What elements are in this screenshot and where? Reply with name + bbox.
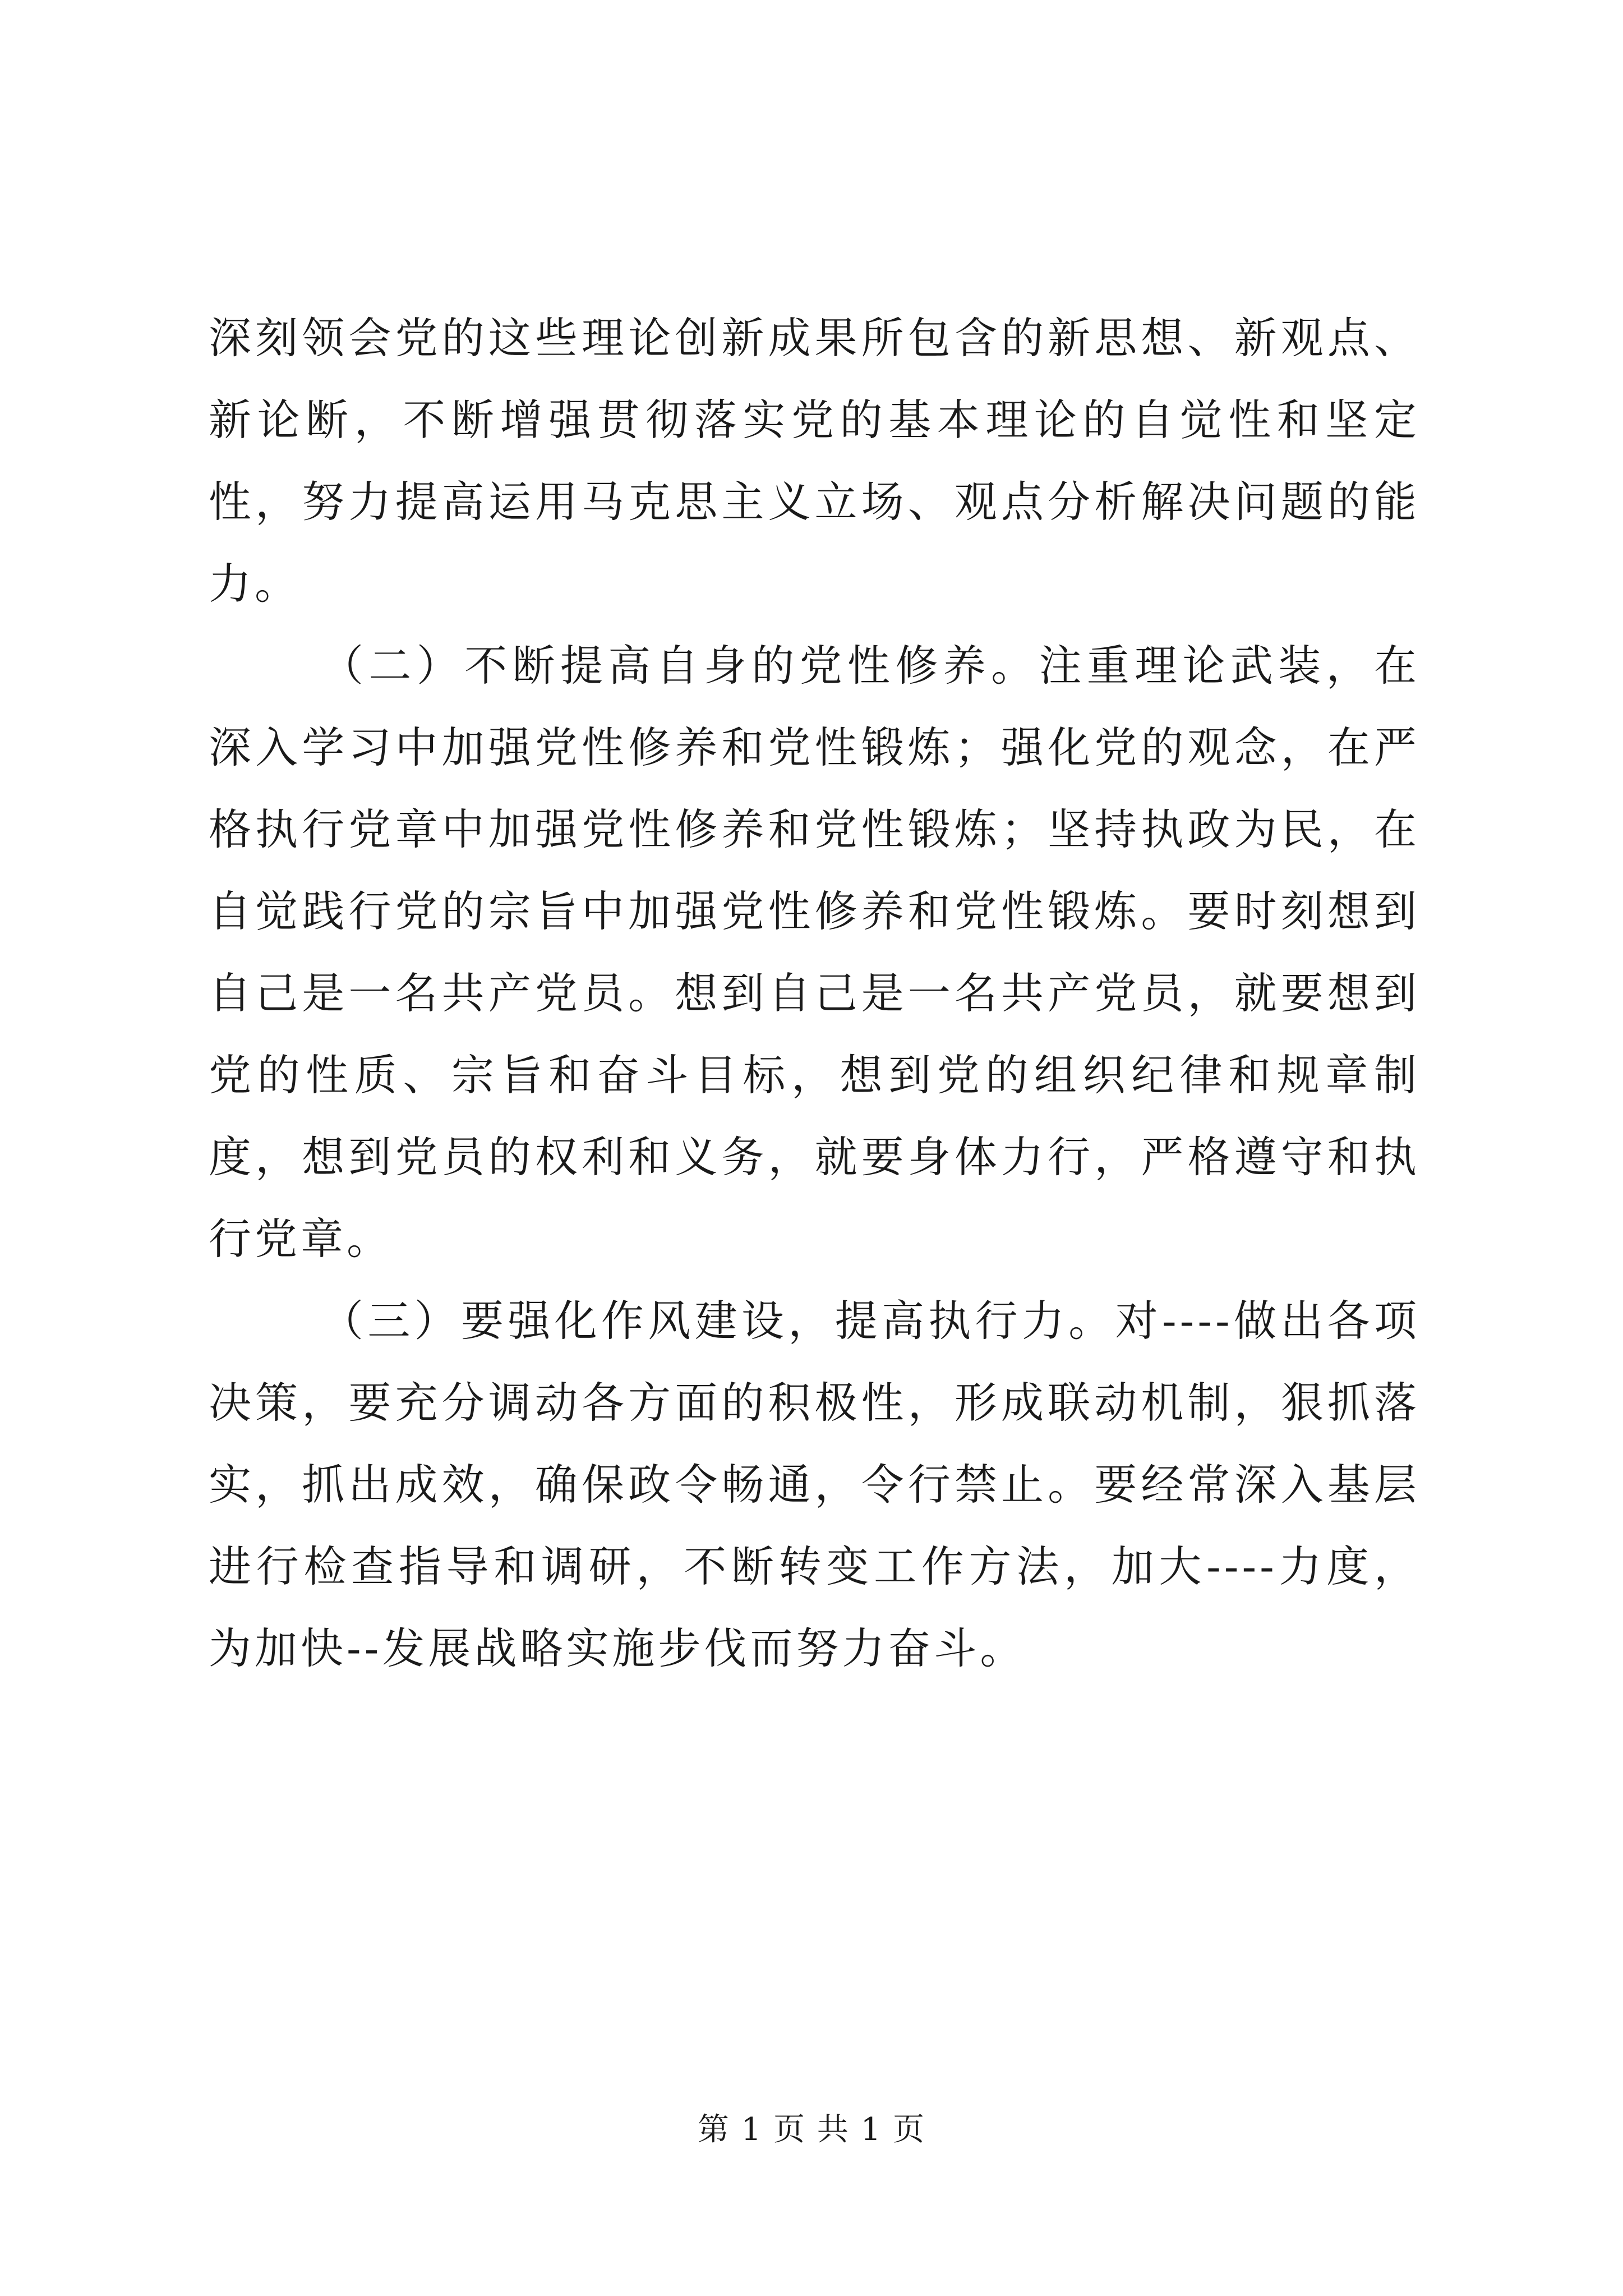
paragraph-continuation: 深刻领会党的这些理论创新成果所包含的新思想、新观点、新论断，不断增强贯彻落实党的基本理论的自觉性和坚定性，努力提高运用马克思主义立场、观点分析解决问题的能力。 bbox=[209, 313, 1420, 609]
page-footer: 第 1 页 共 1 页 bbox=[697, 2111, 926, 2148]
document-body bbox=[209, 297, 1420, 1690]
paragraph-section-two: （二）不断提高自身的党性修养。注重理论武装，在深入学习中加强党性修养和党性锻炼；强化党的观念，在严格执行党章中加强党性修养和党性锻炼；坚持执政为民，在自觉践行党的宗旨中加强党性修养和党性锻炼。要时刻想到自己是一名共产党员。想到自己是一名共产党员，就要想到党的性质、宗旨和奋斗目标，想到党的组织纪律和规章制度，想到党员的权利和义务，就要身体力行，严格遵守和执行党章。 bbox=[209, 641, 1420, 1264]
paragraph-section-three: （三）要强化作风建设，提高执行力。对----做出各项决策，要充分调动各方面的积极性，形成联动机制，狠抓落实，抓出成效，确保政令畅通，令行禁止。要经常深入基层进行检查指导和调研，不断转变工作方法，加大----力度，为加快--发展战略实施步伐而努力奋斗。 bbox=[209, 1296, 1420, 1673]
